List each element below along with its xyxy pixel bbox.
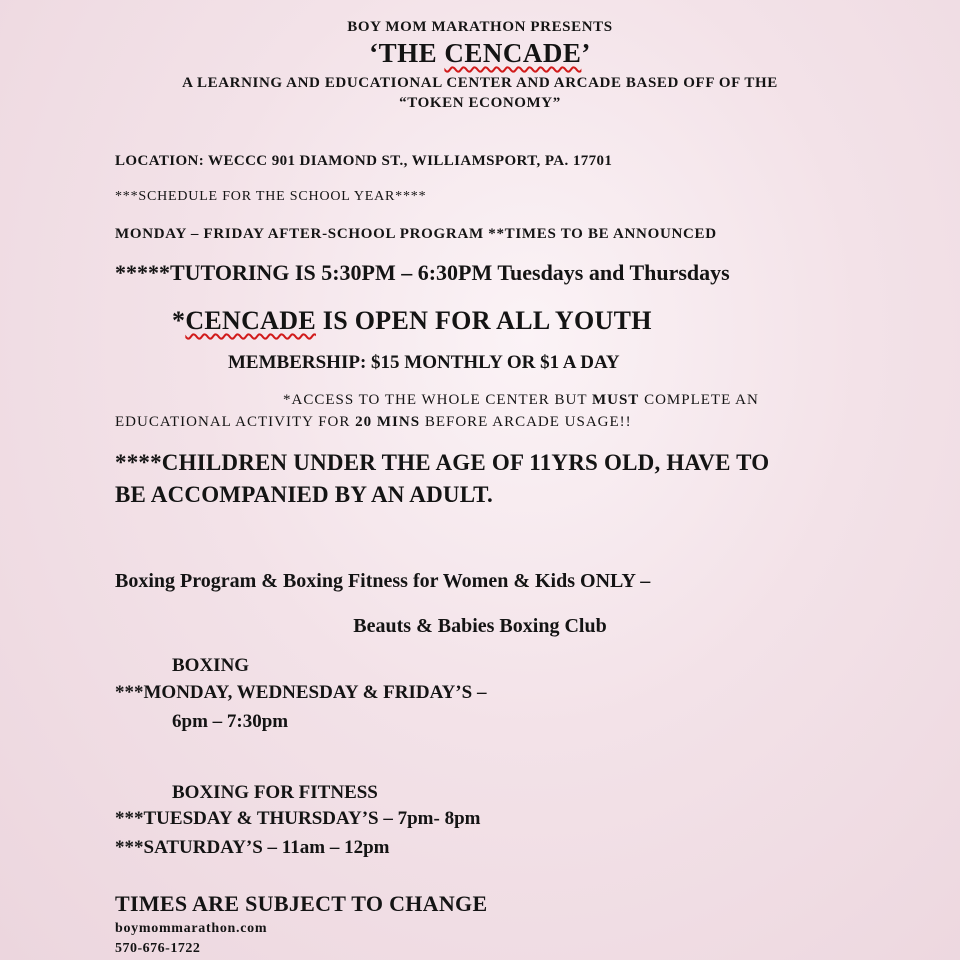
boxing-days: ***MONDAY, WEDNESDAY & FRIDAY’S – bbox=[115, 682, 487, 703]
location-line: LOCATION: WECCC 901 DIAMOND ST., WILLIAMSPORT, PA. 17701 bbox=[115, 153, 613, 169]
subtitle-line-1: A LEARNING AND EDUCATIONAL CENTER AND ARCADE BASED OFF OF THE bbox=[182, 75, 778, 91]
boxing-time: 6pm – 7:30pm bbox=[172, 711, 289, 732]
flyer-title bbox=[0, 40, 960, 67]
access-note-line-2 bbox=[115, 415, 632, 430]
times-change-notice: TIMES ARE SUBJECT TO CHANGE bbox=[115, 891, 488, 916]
phone-number: 570-676-1722 bbox=[115, 941, 201, 956]
open-for-youth-line bbox=[172, 308, 652, 334]
after-school-line: MONDAY – FRIDAY AFTER-SCHOOL PROGRAM **TIMES TO BE ANNOUNCED bbox=[115, 226, 717, 242]
children-notice-line-1: ****CHILDREN UNDER THE AGE OF 11YRS OLD, HAVE TO bbox=[115, 450, 770, 475]
children-notice-line-2: BE ACCOMPANIED BY AN ADULT. bbox=[115, 482, 493, 507]
access-1-must: MUST bbox=[591, 392, 640, 408]
access-1-a: *ACCESS TO THE WHOLE CENTER BUT bbox=[283, 392, 592, 408]
membership-line: MEMBERSHIP: $15 MONTHLY OR $1 A DAY bbox=[228, 352, 620, 373]
access-1-c: COMPLETE AN bbox=[639, 392, 759, 408]
access-note-line-1 bbox=[283, 393, 759, 408]
boxing-program-line: Boxing Program & Boxing Fitness for Women & Kids ONLY – bbox=[115, 570, 651, 592]
fitness-days-saturday: ***SATURDAY’S – 11am – 12pm bbox=[115, 837, 390, 858]
title-close-quote: ’ bbox=[581, 38, 591, 68]
open-name: CENCADE bbox=[185, 306, 316, 335]
schedule-line: ***SCHEDULE FOR THE SCHOOL YEAR**** bbox=[115, 189, 427, 204]
fitness-days-weekday: ***TUESDAY & THURSDAY’S – 7pm- 8pm bbox=[115, 808, 481, 829]
access-2-mins: 20 MINS bbox=[355, 414, 421, 430]
fitness-heading: BOXING FOR FITNESS bbox=[172, 782, 378, 803]
boxing-club-name: Beauts & Babies Boxing Club bbox=[353, 615, 607, 637]
open-suffix: IS OPEN FOR ALL YOUTH bbox=[315, 306, 652, 335]
title-name: CENCADE bbox=[444, 38, 582, 68]
open-prefix: * bbox=[172, 306, 186, 335]
subtitle-line-2: “TOKEN ECONOMY” bbox=[399, 95, 561, 111]
website-text: boymommarathon.com bbox=[115, 921, 268, 936]
tutoring-line: *****TUTORING IS 5:30PM – 6:30PM Tuesdays and Thursdays bbox=[115, 260, 730, 285]
access-2-c: BEFORE ARCADE USAGE!! bbox=[420, 414, 632, 430]
boxing-heading: BOXING bbox=[172, 655, 250, 676]
title-open-quote: ‘THE bbox=[369, 38, 445, 68]
access-2-a: EDUCATIONAL ACTIVITY FOR bbox=[115, 414, 356, 430]
presenter-line: BOY MOM MARATHON PRESENTS bbox=[347, 19, 613, 35]
